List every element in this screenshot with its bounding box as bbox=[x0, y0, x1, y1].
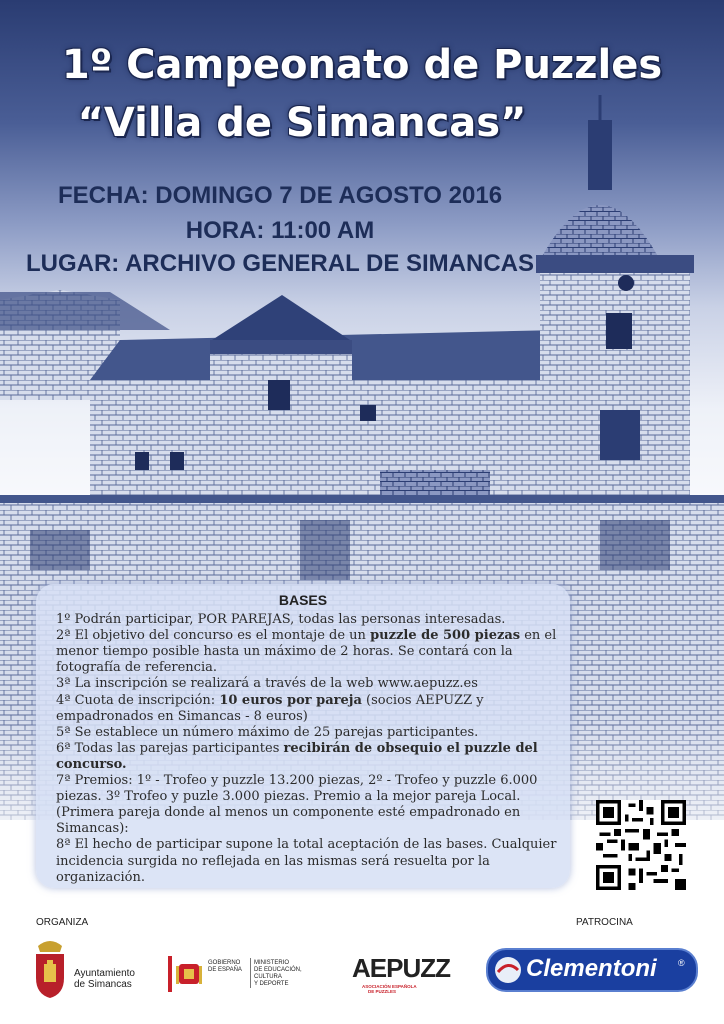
aepuzz-wordmark: AEPUZZ bbox=[352, 953, 450, 983]
rule-4-text-c: (socios AEPUZZ y empadronados en Simancas - 8 euros) bbox=[56, 692, 484, 724]
simancas-line1: Ayuntamiento bbox=[74, 968, 135, 979]
bases-title: BASES bbox=[278, 592, 328, 608]
clementoni-wordmark: Clementoni bbox=[526, 955, 657, 982]
qr-code[interactable] bbox=[596, 800, 686, 890]
aepuzz-logo bbox=[352, 953, 462, 999]
rule-4-highlight: 10 euros por pareja bbox=[219, 692, 362, 708]
rule-1: 1º Podrán participar, POR PAREJAS, todas las personas interesadas. bbox=[56, 612, 506, 628]
rule-6 bbox=[56, 741, 558, 773]
ministerio-text bbox=[254, 960, 320, 988]
organiza-label: ORGANIZA bbox=[36, 917, 89, 928]
ministerio-line2: DE EDUCACIÓN, CULTURA bbox=[254, 967, 302, 980]
logo-divider bbox=[250, 958, 251, 988]
event-date: FECHA: DOMINGO 7 DE AGOSTO 2016 bbox=[57, 182, 503, 209]
ministerio-line3: Y DEPORTE bbox=[254, 981, 289, 987]
bases-rules bbox=[36, 612, 570, 886]
rule-5: 5ª Se establece un número máximo de 25 parejas participantes. bbox=[56, 724, 479, 740]
simancas-line2: de Simancas bbox=[74, 979, 132, 990]
clementoni-emblem-icon bbox=[494, 956, 522, 984]
clementoni-registered: ® bbox=[678, 958, 685, 968]
rule-4 bbox=[56, 693, 558, 725]
rule-6-text-a: 6ª Todas las parejas participantes bbox=[56, 740, 284, 756]
rule-2-highlight: puzzle de 500 piezas bbox=[370, 628, 521, 644]
aepuzz-sub2: DE PUZZLES bbox=[368, 989, 397, 994]
clementoni-logo bbox=[486, 948, 698, 992]
ministerio-line1: MINISTERIO bbox=[254, 960, 290, 966]
simancas-logo-text bbox=[74, 968, 135, 990]
event-place: LUGAR: ARCHIVO GENERAL DE SIMANCAS bbox=[25, 250, 535, 277]
simancas-coat-of-arms-icon bbox=[30, 940, 70, 1000]
title-line-1: 1º Campeonato de Puzzles bbox=[61, 42, 663, 88]
rule-6-highlight: recibirán de obsequio el puzzle del concurso. bbox=[56, 740, 538, 772]
rule-8: 8ª El hecho de participar supone la total aceptación de las bases. Cualquier incidencia surgida no reflejada en las mismas será resuelta por la organización. bbox=[56, 837, 557, 885]
rule-4-text-a: 4ª Cuota de inscripción: bbox=[56, 692, 220, 708]
title-line-2: “Villa de Simancas” bbox=[77, 100, 527, 146]
gobierno-line2: DE ESPAÑA bbox=[208, 967, 242, 973]
bases-panel bbox=[36, 584, 570, 888]
aepuzz-sub1: ASOCIACIÓN ESPAÑOLA bbox=[362, 984, 417, 989]
rule-2-text-c: en el menor tiempo posible hasta un máximo de 2 horas. Se contará con la fotografía de referencia. bbox=[56, 628, 557, 676]
ministerio-logo bbox=[168, 956, 320, 992]
gobierno-line1: GOBIERNO bbox=[208, 960, 241, 966]
rule-7: 7ª Premios: 1º - Trofeo y puzzle 13.200 piezas, 2º - Trofeo y puzzle 6.000 piezas. 3º Trofeo y puzle 3.000 piezas. Premio a la mejor pareja Local. (Primera pareja donde al menos un componente esté empadronado en Simancas): bbox=[56, 773, 538, 837]
spain-coat-of-arms-icon bbox=[176, 960, 202, 988]
gobierno-text bbox=[208, 960, 242, 974]
event-time: HORA: 11:00 AM bbox=[185, 217, 375, 244]
rule-3: 3ª La inscripción se realizará a través de la web www.aepuzz.es bbox=[56, 676, 478, 692]
rule-2-text-a: 2ª El objetivo del concurso es el montaje de un bbox=[56, 628, 371, 644]
rule-2 bbox=[56, 628, 558, 676]
aepuzz-subtitle bbox=[362, 984, 417, 994]
patrocina-label: PATROCINA bbox=[576, 917, 633, 928]
